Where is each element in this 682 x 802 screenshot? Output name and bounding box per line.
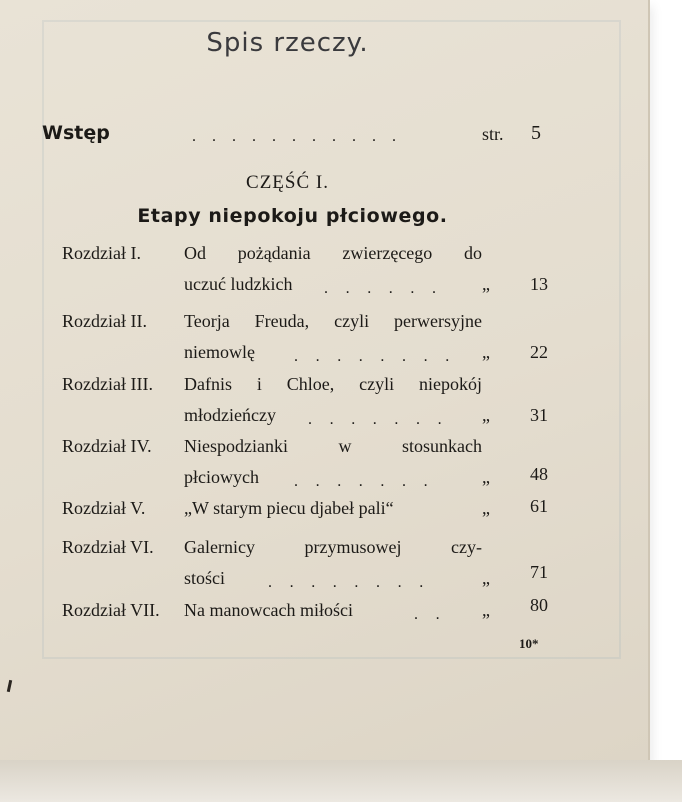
page-number: 80 bbox=[530, 595, 548, 615]
chapter-title-line2: stości bbox=[184, 568, 226, 588]
chapter-number: Rozdział I. bbox=[62, 243, 141, 263]
chapter-title-line1: Teorja Freuda, czyli perwersyjne bbox=[184, 311, 482, 331]
chapter-number: Rozdział II. bbox=[62, 311, 147, 331]
page-number: 5 bbox=[531, 122, 541, 144]
chapter-title-line2: niemowlę bbox=[184, 342, 255, 362]
chapter-title: „W starym piecu djabeł pali“ bbox=[184, 498, 394, 518]
chapter-title-line2: uczuć ludzkich bbox=[184, 274, 293, 294]
ditto-mark: „ bbox=[482, 568, 490, 588]
chapter-title-line1: Niespodzianki w stosunkach bbox=[184, 436, 482, 456]
page-number: 31 bbox=[530, 405, 548, 425]
chapter-title-line1: Od pożądania zwierzęcego do bbox=[184, 243, 482, 263]
printer-signature: 10* bbox=[519, 636, 539, 651]
dot-leader: . . . . . . . bbox=[294, 473, 435, 490]
dot-leader: . . bbox=[414, 606, 447, 623]
dot-leader: . . . . . . . . . . . bbox=[192, 128, 402, 145]
intro-label: Wstęp bbox=[42, 122, 110, 144]
page-number: 22 bbox=[530, 342, 548, 362]
ditto-mark: „ bbox=[482, 467, 490, 487]
page-title: Spis rzeczy. bbox=[206, 28, 369, 58]
toc-entry-intro bbox=[42, 122, 550, 150]
page-number: 71 bbox=[530, 562, 548, 582]
dot-leader: . . . . . . . . bbox=[268, 574, 430, 591]
ink-mark bbox=[7, 680, 12, 692]
dot-leader: . . . . . . . . bbox=[294, 348, 456, 365]
ditto-mark: „ bbox=[482, 498, 490, 518]
dot-leader: . . . . . . . bbox=[308, 411, 449, 428]
ditto-mark: „ bbox=[482, 405, 490, 425]
chapter-number: Rozdział VII. bbox=[62, 600, 160, 620]
part-title: Etapy niepokoju płciowego. bbox=[137, 205, 448, 227]
chapter-number: Rozdział VI. bbox=[62, 537, 154, 557]
chapter-title-line2: młodzieńczy bbox=[184, 405, 276, 425]
dot-leader: . . . . . . bbox=[324, 280, 443, 297]
ditto-mark: „ bbox=[482, 274, 490, 294]
ditto-mark: „ bbox=[482, 342, 490, 362]
page-number: 13 bbox=[530, 274, 548, 294]
ditto-mark: „ bbox=[482, 600, 490, 620]
chapter-title-line2: płciowych bbox=[184, 467, 259, 487]
page-number: 61 bbox=[530, 496, 548, 516]
page-number: 48 bbox=[530, 464, 548, 484]
part-label: CZĘŚĆ I. bbox=[246, 172, 329, 193]
chapter-title-line1: Galernicy przymusowej czy- bbox=[184, 537, 482, 557]
page-below bbox=[0, 760, 682, 802]
chapter-number: Rozdział V. bbox=[62, 498, 146, 518]
chapter-number: Rozdział III. bbox=[62, 374, 153, 394]
chapter-title-line1: Dafnis i Chloe, czyli niepokój bbox=[184, 374, 482, 394]
chapter-number: Rozdział IV. bbox=[62, 436, 152, 456]
chapter-title: Na manowcach miłości bbox=[184, 600, 353, 620]
page-prefix: str. bbox=[482, 124, 504, 144]
